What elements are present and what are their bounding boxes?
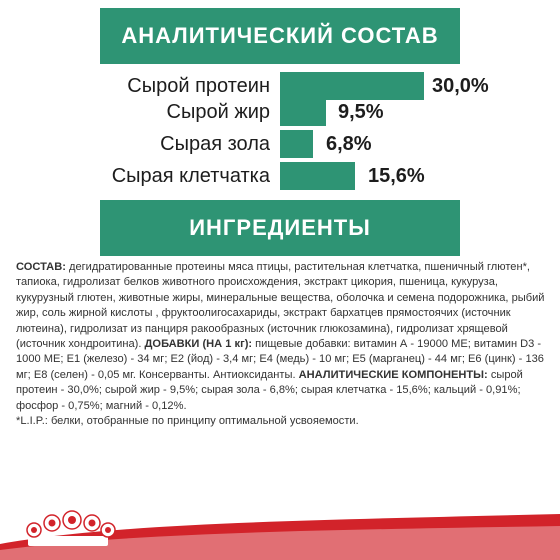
nutrient-row-ash xyxy=(0,128,560,160)
composition-label: СОСТАВ: xyxy=(16,261,66,273)
nutrient-label: Сырой жир xyxy=(166,101,270,123)
nutrient-row-fat xyxy=(0,96,560,128)
nutrient-value: 6,8% xyxy=(326,133,372,155)
nutrient-label: Сырая клетчатка xyxy=(111,165,270,187)
analytic-composition-header: АНАЛИТИЧЕСКИЙ СОСТАВ xyxy=(100,8,460,64)
additives-label: ДОБАВКИ (НА 1 кг): xyxy=(144,338,253,351)
composition-paragraph xyxy=(16,260,546,414)
composition-text: дегидратированные протеины мяса птицы, растительная клетчатка, пшеничный глютен*, тапиока, гидролизат белков животного происхождения, экстракт цикория, пшеница, кукуруза, кукурузный глютен, животные жиры, минеральные вещества, оболочка и семена подорожника, рыбий жир, соль жирной кислоты , фруктоолигосахариды, экстракт бархатцев прямостоячих (источник лютеина), гидролизат из панциря ракообразных (источник глюкозамина), гидролизат хрящевой (источник хондроитина). xyxy=(16,261,545,351)
ingredients-header: ИНГРЕДИЕНТЫ xyxy=(100,200,460,256)
nutrient-value: 9,5% xyxy=(338,101,384,123)
analytic-components-text: сырой протеин - 30,0%; сырой жир - 9,5%; сырая зола - 6,8%; сырая клетчатка - 15,6%; кальций - 0,91%; фосфор - 0,75%; магний - 0,12%. xyxy=(16,368,523,412)
footnote: *L.I.P.: белки, отобранные по принципу оптимальной усвояемости. xyxy=(16,415,359,428)
brand-footer xyxy=(0,492,560,560)
nutrient-label: Сырой протеин xyxy=(127,75,270,97)
nutrient-row-fiber xyxy=(0,160,560,192)
nutrient-bar xyxy=(280,130,313,158)
nutrient-label: Сырая зола xyxy=(160,133,270,155)
red-swoosh-graphic xyxy=(0,492,560,560)
analytic-components-label: АНАЛИТИЧЕСКИЕ КОМПОНЕНТЫ: xyxy=(298,368,488,381)
additives-text: пищевые добавки: витамин А - 19000 МЕ; витамин D3 - 1000 МЕ; Е1 (железо) - 34 мг; Е2 (йод) - 3,4 мг; Е4 (медь) - 10 мг; Е5 (марганец) - 44 мг; Е6 (цинк) - 136 мг; Е8 (селен) - 0,05 мг. Консерванты. Антиоксиданты. xyxy=(16,338,544,381)
royal-canin-crown-icon xyxy=(27,511,115,546)
nutrient-value: 15,6% xyxy=(368,165,425,187)
nutrient-bar xyxy=(280,162,355,190)
nutrient-value: 30,0% xyxy=(432,75,489,97)
ingredients-text-block xyxy=(16,260,546,429)
nutrient-bar xyxy=(280,98,326,126)
